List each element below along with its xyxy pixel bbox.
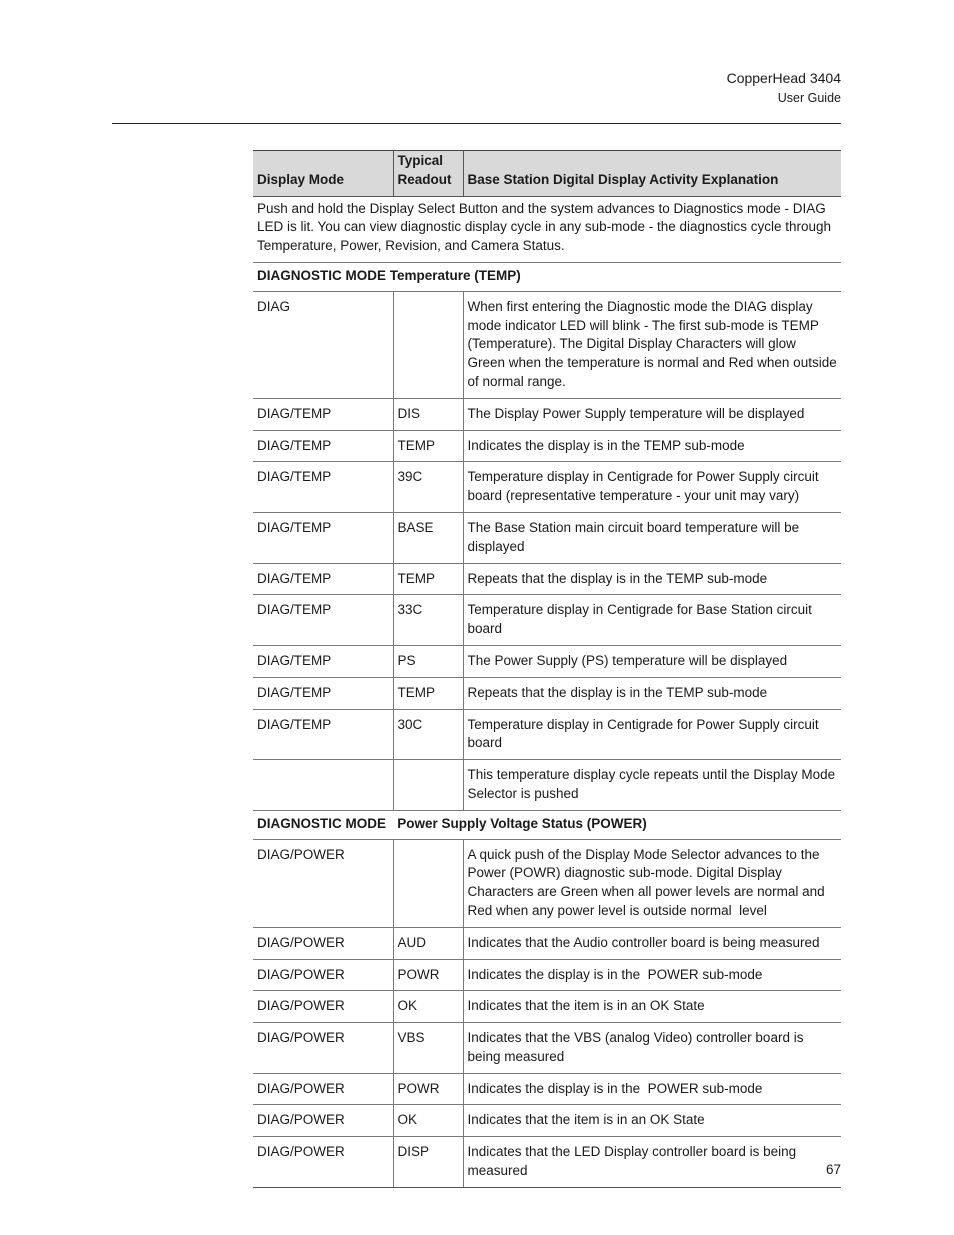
display-mode-cell: DIAG/POWER [253, 1073, 393, 1105]
typical-readout-cell: OK [393, 991, 463, 1023]
explanation-cell: Indicates that the item is in an OK State [463, 991, 841, 1023]
explanation-cell: When first entering the Diagnostic mode the DIAG display mode indicator LED will blink - The first sub-mode is TEMP (Temperature). The Digital Display Characters will glow Green when the temperature is normal and Red when outside of normal range. [463, 291, 841, 398]
table-row [253, 927, 841, 959]
typical-readout-cell: AUD [393, 927, 463, 959]
table-row [253, 512, 841, 563]
explanation-cell: Indicates the display is in the TEMP sub-mode [463, 430, 841, 462]
table-row [253, 991, 841, 1023]
explanation-cell: The Base Station main circuit board temperature will be displayed [463, 512, 841, 563]
display-mode-cell: DIAG/TEMP [253, 709, 393, 760]
typical-readout-cell: VBS [393, 1023, 463, 1074]
typical-readout-cell: PS [393, 645, 463, 677]
typical-readout-cell: 33C [393, 595, 463, 646]
table-row [253, 595, 841, 646]
table-row [253, 959, 841, 991]
table-row [253, 1105, 841, 1137]
table-row [253, 839, 841, 927]
intro-text: Push and hold the Display Select Button and the system advances to Diagnostics mode - DIAG LED is lit. You can view diagnostic display cycle in any sub-mode - the diagnostics cycle through Temperature, Power, Revision, and Camera Status. [253, 196, 841, 262]
table-row [253, 709, 841, 760]
header-divider [112, 123, 841, 124]
typical-readout-cell: POWR [393, 1073, 463, 1105]
typical-readout-cell [393, 839, 463, 927]
table-row [253, 430, 841, 462]
display-mode-cell: DIAG/TEMP [253, 512, 393, 563]
typical-readout-cell: POWR [393, 959, 463, 991]
typical-readout-cell: OK [393, 1105, 463, 1137]
column-header-explanation: Base Station Digital Display Activity Explanation [463, 151, 841, 197]
section-header-row [253, 262, 841, 291]
explanation-cell: Indicates that the Audio controller board is being measured [463, 927, 841, 959]
section-header-row [253, 810, 841, 839]
typical-readout-cell: TEMP [393, 430, 463, 462]
explanation-cell: Indicates the display is in the POWER sub-mode [463, 1073, 841, 1105]
explanation-cell: Indicates that the VBS (analog Video) controller board is being measured [463, 1023, 841, 1074]
section-title: DIAGNOSTIC MODE Temperature (TEMP) [253, 262, 841, 291]
display-mode-cell: DIAG/POWER [253, 1137, 393, 1188]
explanation-cell: Indicates the display is in the POWER sub-mode [463, 959, 841, 991]
display-mode-cell: DIAG/TEMP [253, 595, 393, 646]
table-row [253, 1023, 841, 1074]
document-title: CopperHead 3404 [726, 70, 841, 86]
display-mode-cell: DIAG/TEMP [253, 462, 393, 513]
typical-readout-cell: BASE [393, 512, 463, 563]
table-header-row [253, 151, 841, 197]
display-mode-cell: DIAG [253, 291, 393, 398]
display-mode-cell: DIAG/POWER [253, 927, 393, 959]
explanation-cell: A quick push of the Display Mode Selector advances to the Power (POWR) diagnostic sub-mode. Digital Display Characters are Green when all power levels are normal and Red when any power level is outside normal level [463, 839, 841, 927]
table-row [253, 645, 841, 677]
explanation-cell: Temperature display in Centigrade for Power Supply circuit board (representative temperature - your unit may vary) [463, 462, 841, 513]
document-subtitle: User Guide [777, 91, 841, 105]
table-row [253, 563, 841, 595]
display-mode-cell: DIAG/TEMP [253, 645, 393, 677]
table-row [253, 677, 841, 709]
display-mode-cell: DIAG/TEMP [253, 398, 393, 430]
explanation-cell: Indicates that the item is in an OK State [463, 1105, 841, 1137]
typical-readout-cell: 30C [393, 709, 463, 760]
typical-readout-cell: DIS [393, 398, 463, 430]
typical-readout-cell: DISP [393, 1137, 463, 1188]
page-number: 67 [825, 1162, 841, 1177]
typical-readout-cell [393, 760, 463, 811]
intro-row [253, 196, 841, 262]
explanation-cell: Temperature display in Centigrade for Power Supply circuit board [463, 709, 841, 760]
explanation-cell: Indicates that the LED Display controller board is being measured [463, 1137, 841, 1188]
display-mode-cell: DIAG/TEMP [253, 430, 393, 462]
column-header-display-mode: Display Mode [253, 151, 393, 197]
display-mode-cell: DIAG/POWER [253, 991, 393, 1023]
column-header-typical-readout: Typical Readout [393, 151, 463, 197]
table-row [253, 1137, 841, 1188]
display-mode-cell: DIAG/POWER [253, 1105, 393, 1137]
display-mode-cell [253, 760, 393, 811]
explanation-cell: This temperature display cycle repeats until the Display Mode Selector is pushed [463, 760, 841, 811]
table-row [253, 760, 841, 811]
display-mode-cell: DIAG/POWER [253, 959, 393, 991]
explanation-cell: Repeats that the display is in the TEMP sub-mode [463, 677, 841, 709]
table-row [253, 462, 841, 513]
table-row [253, 398, 841, 430]
explanation-cell: The Power Supply (PS) temperature will be displayed [463, 645, 841, 677]
display-mode-cell: DIAG/POWER [253, 1023, 393, 1074]
display-mode-cell: DIAG/TEMP [253, 563, 393, 595]
explanation-cell: The Display Power Supply temperature will be displayed [463, 398, 841, 430]
typical-readout-cell: TEMP [393, 677, 463, 709]
table-row [253, 1073, 841, 1105]
typical-readout-cell: 39C [393, 462, 463, 513]
typical-readout-cell [393, 291, 463, 398]
diagnostic-mode-table [253, 150, 841, 1188]
explanation-cell: Repeats that the display is in the TEMP sub-mode [463, 563, 841, 595]
display-mode-cell: DIAG/TEMP [253, 677, 393, 709]
section-title: DIAGNOSTIC MODE Power Supply Voltage Status (POWER) [253, 810, 841, 839]
explanation-cell: Temperature display in Centigrade for Base Station circuit board [463, 595, 841, 646]
typical-readout-cell: TEMP [393, 563, 463, 595]
table-row [253, 291, 841, 398]
display-mode-cell: DIAG/POWER [253, 839, 393, 927]
